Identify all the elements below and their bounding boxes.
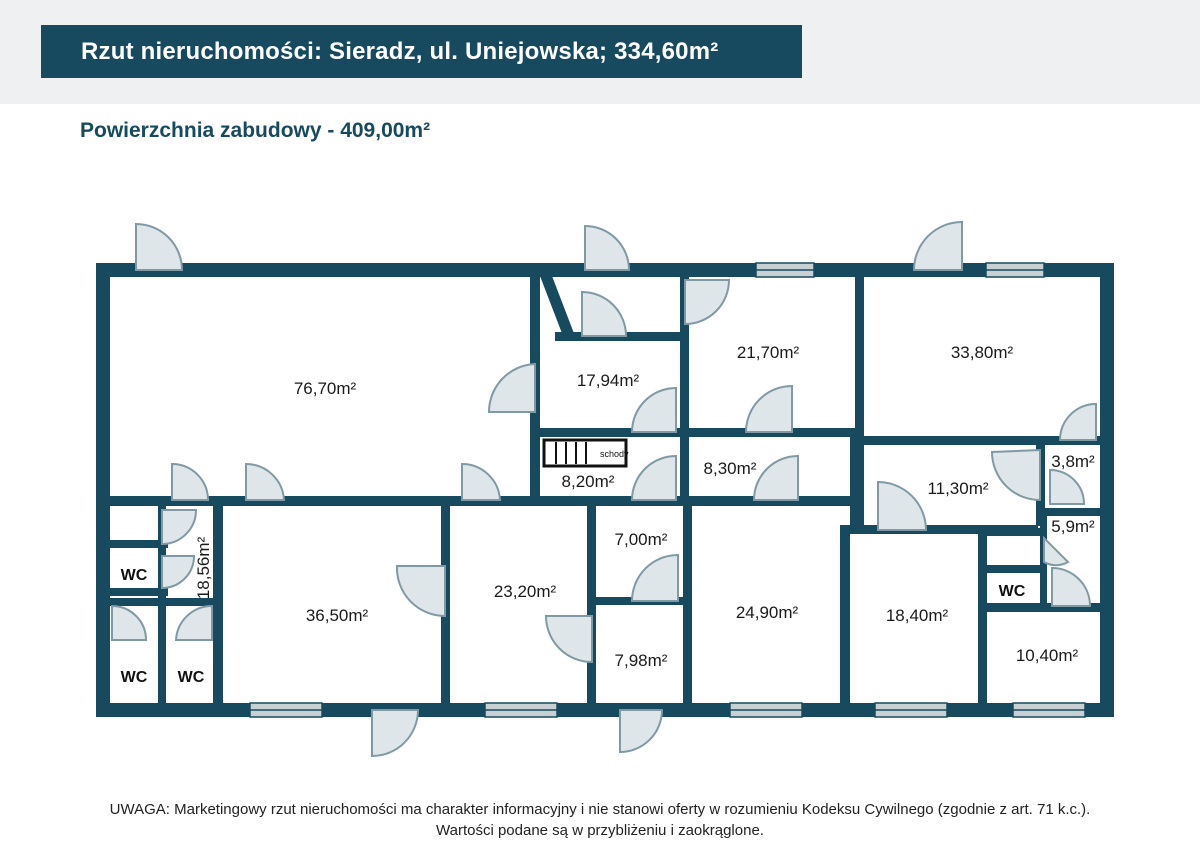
- wall-v-36-50-left: [213, 500, 223, 708]
- room-label: 17,94m²: [576, 371, 640, 390]
- room-label: 11,30m²: [927, 479, 989, 498]
- built-area-subtitle: Powierzchnia zabudowy - 409,00m²: [80, 119, 431, 142]
- room-label: 3,8m²: [1051, 452, 1095, 471]
- outer-wall-left: [96, 263, 110, 717]
- wc-label: WC: [177, 669, 205, 686]
- wall-v-8-30-right: [850, 436, 864, 526]
- window: [756, 263, 814, 277]
- wc-label: WC: [120, 669, 148, 686]
- room-label: 8,30m²: [703, 459, 757, 478]
- outer-wall-bottom: [96, 703, 1114, 717]
- wall-v-24-90-right: [840, 525, 850, 708]
- door: [372, 710, 418, 756]
- door: [585, 226, 629, 270]
- room-label: 23,20m²: [493, 582, 557, 601]
- wall-v-18-40-right: [978, 528, 987, 708]
- room-label: 18,56m²: [194, 536, 213, 600]
- window: [1013, 703, 1085, 717]
- wall-v-8-20-right: [680, 436, 689, 496]
- window: [250, 703, 322, 717]
- door: [620, 710, 662, 752]
- room-label: 7,00m²: [614, 530, 668, 549]
- room-label: 7,98m²: [614, 651, 668, 670]
- room-label: 5,9m²: [1051, 517, 1095, 536]
- wall-v-24-90-left: [683, 500, 692, 708]
- floor-plan: [0, 200, 1200, 760]
- stairs: [544, 440, 629, 466]
- title-banner: [41, 25, 802, 78]
- room-label: 8,20m²: [561, 472, 615, 491]
- room-label: 10,40m²: [1015, 646, 1079, 665]
- window: [986, 263, 1044, 277]
- room-label: 36,50m²: [305, 606, 369, 625]
- window: [875, 703, 947, 717]
- wall-h-center: [538, 496, 850, 506]
- wc-label: WC: [998, 583, 1026, 600]
- door: [914, 222, 962, 270]
- page-title: Rzut nieruchomości: Sieradz, ul. Uniejowska; 334,60m²: [81, 37, 719, 65]
- wall-h-wc-right-mid: [980, 565, 1040, 573]
- room-label: 76,70m²: [293, 379, 357, 398]
- window: [730, 703, 802, 717]
- disclaimer-line-2: Wartości podane są w przybliżeniu i zaokrąglone.: [436, 822, 764, 839]
- room-label: 18,40m²: [885, 606, 949, 625]
- wall-h-5-9-top: [1038, 508, 1101, 516]
- room-label: 33,80m²: [950, 343, 1014, 362]
- room-label: 24,90m²: [735, 603, 799, 622]
- outer-wall-right: [1100, 263, 1114, 717]
- room-label: 21,70m²: [736, 343, 800, 362]
- wc-label: WC: [120, 567, 148, 584]
- wall-v-21-70-right: [855, 276, 864, 436]
- disclaimer-line-1: UWAGA: Marketingowy rzut nieruchomości ma charakter informacyjny i nie stanowi oferty w rozumieniu Kodeksu Cywilnego (zgodnie z art. 71 k.c.).: [109, 801, 1091, 818]
- wall-v-23-20-right: [587, 500, 596, 708]
- wall-h-wc-right-top: [980, 528, 1040, 536]
- door: [136, 224, 182, 270]
- window: [485, 703, 557, 717]
- disclaimer: [0, 799, 1200, 841]
- wall-v-wc-lower-divider: [158, 598, 166, 708]
- stairs-label: schody: [600, 449, 629, 459]
